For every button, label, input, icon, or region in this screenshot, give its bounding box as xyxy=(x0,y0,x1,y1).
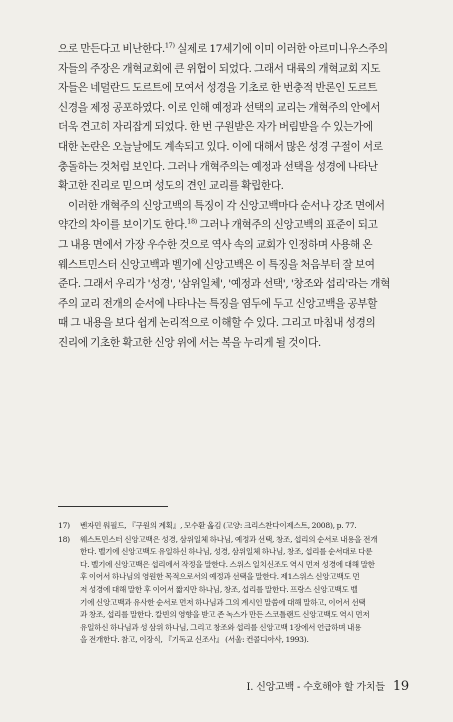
body-line xyxy=(58,314,410,334)
footnotes xyxy=(58,520,410,648)
body-line xyxy=(58,216,410,236)
footnote-line: 기에 신앙고백과 유사한 순서로 먼저 하나님과 그의 계시인 말씀에 대해 말하고, 이어서 선택 xyxy=(80,597,366,607)
footnote-line: 을 전개한다. 참고, 이장식, 『기독교 신조사』 (서울: 컨콜디아사, 1993). xyxy=(80,635,309,645)
body-line-text: 그 내용 면에서 가장 우수한 것으로 역사 속의 교회가 인정하며 사용해 온 xyxy=(58,238,373,251)
footnote xyxy=(58,520,410,533)
body-line-text: 약간의 차이를 보이기도 한다. xyxy=(58,219,188,232)
footnote xyxy=(58,534,410,647)
body-line-text: 대한 논란은 오늘날에도 계속되고 있다. 이에 대해서 많은 성경 구절이 서로 xyxy=(58,140,383,153)
footnote-line: 과 창조, 섭리를 말한다. 칼빈의 영향을 받고 존 녹스가 만든 스코틀랜드 신앙고백도 역시 먼저 xyxy=(80,610,370,620)
body-line xyxy=(58,79,410,99)
body-line xyxy=(58,275,410,295)
footnote-number: 18) xyxy=(58,534,70,544)
body-line xyxy=(58,177,410,197)
footnote-line: 한다. 벨기에 신앙고백도 유일하신 하나님, 성경, 삼위일체 하나님, 창조, 섭리를 순서대로 다룬 xyxy=(80,547,373,557)
footnote-divider xyxy=(58,506,168,507)
page-number: 19 xyxy=(392,679,409,694)
body-line xyxy=(58,138,410,158)
body-line-text-rest: 실제로 17세기에 이미 이러한 아르미니우스주의 xyxy=(174,43,388,55)
body-line-text: 때 그 내용을 보다 쉽게 논리적으로 이해할 수 있다. 그리고 마침내 성경의 xyxy=(58,317,376,330)
body-line-text: 주의 교리 전개의 순서에 나타나는 특징을 염두에 두고 신앙고백을 공부할 xyxy=(58,297,378,310)
body-line-text: 신경을 제정 공포하였다. 이로 인해 예정과 선택의 교리는 개혁주의 안에서 xyxy=(58,101,381,114)
body-line xyxy=(58,256,410,276)
footnote-marker: 17) xyxy=(164,41,175,50)
footnote-line: 유일하신 하나님과 성 삼위 하나님, 그리고 창조와 섭리를 신앙고백 1장에서 언급하며 내용 xyxy=(80,622,362,632)
body-line-text: 준다. 그래서 우리가 '성경', '삼위일체', '예정과 선택', '창조와 섭리'라는 개혁 xyxy=(58,278,390,291)
body-line-text: 웨스트민스터 신앙고백과 벨기에 신앙고백은 이 특징을 처음부터 잘 보여 xyxy=(58,258,375,271)
footnote-line: 웨스트민스터 신앙고백은 성경, 삼위일체 하나님, 예정과 선택, 창조, 섭리의 순서로 내용을 전개 xyxy=(80,534,378,544)
footnote-marker: 18) xyxy=(187,217,197,226)
body-line-text: 더욱 견고히 자리잡게 되었다. 한 번 구원받은 자가 버림받을 수 있는가에 xyxy=(58,121,373,134)
body-line xyxy=(58,295,410,315)
body-line-text: 확고한 진리로 믿으며 성도의 견인 교리를 확립한다. xyxy=(58,180,284,193)
footnote-number: 17) xyxy=(58,521,70,530)
running-footer-section: I. 신앙고백 - 수호해야 할 가치들 xyxy=(246,682,385,693)
footnote-line: 저 성경에 대해 말한 후 이어서 짧지만 하나님, 창조, 섭리를 말한다. 프랑스 신앙고백도 벨 xyxy=(80,584,358,594)
body-line xyxy=(58,99,410,119)
body-line-text-rest: 그러나 개혁주의 신앙고백의 표준이 되고 xyxy=(196,219,378,232)
body-line-text: 으로 만든다고 비난한다. xyxy=(58,43,165,55)
body-text xyxy=(58,40,410,354)
body-line-text: 자들의 주장은 개혁교회에 큰 위협이 되었다. 그래서 대륙의 개혁교회 지도 xyxy=(58,62,381,75)
body-line xyxy=(58,334,410,354)
body-line xyxy=(58,158,410,178)
body-line-text: 진리에 기초한 확고한 신앙 위에 서는 복을 누리게 될 것이다. xyxy=(58,336,321,349)
body-line-text: 충돌하는 것처럼 보인다. 그러나 개혁주의는 예정과 선택을 성경에 나타난 xyxy=(58,160,378,173)
footnote-body xyxy=(80,534,410,647)
page-footer xyxy=(247,678,409,694)
footnote-line: 벤자민 워필드, 『구원의 계획』, 모수환 옮김 (고양: 크리스찬다이제스트, 2008), p. 77. xyxy=(80,521,357,530)
footnote-body xyxy=(80,520,410,533)
footnote-line: 다. 벨기에 신앙고백은 섭리에서 작정을 말한다. 스위스 일치신조도 역시 먼저 성경에 대해 말한 xyxy=(80,559,375,569)
body-line xyxy=(58,40,410,60)
body-line xyxy=(58,60,410,80)
footnote-line: 후 이어서 하나님의 영원한 목적으로서의 예정과 선택을 말한다. 제1스위스 신앙고백도 먼 xyxy=(80,572,360,582)
body-line-text: 이러한 개혁주의 신앙고백의 특징이 각 신앙고백마다 순서나 강조 면에서 xyxy=(68,199,385,212)
body-line xyxy=(58,118,410,138)
body-line xyxy=(58,197,410,217)
body-line xyxy=(58,236,410,256)
body-line-text: 자들은 네덜란드 도르트에 모여서 성경을 기초로 한 번충적 반론인 도르트 xyxy=(58,82,378,95)
